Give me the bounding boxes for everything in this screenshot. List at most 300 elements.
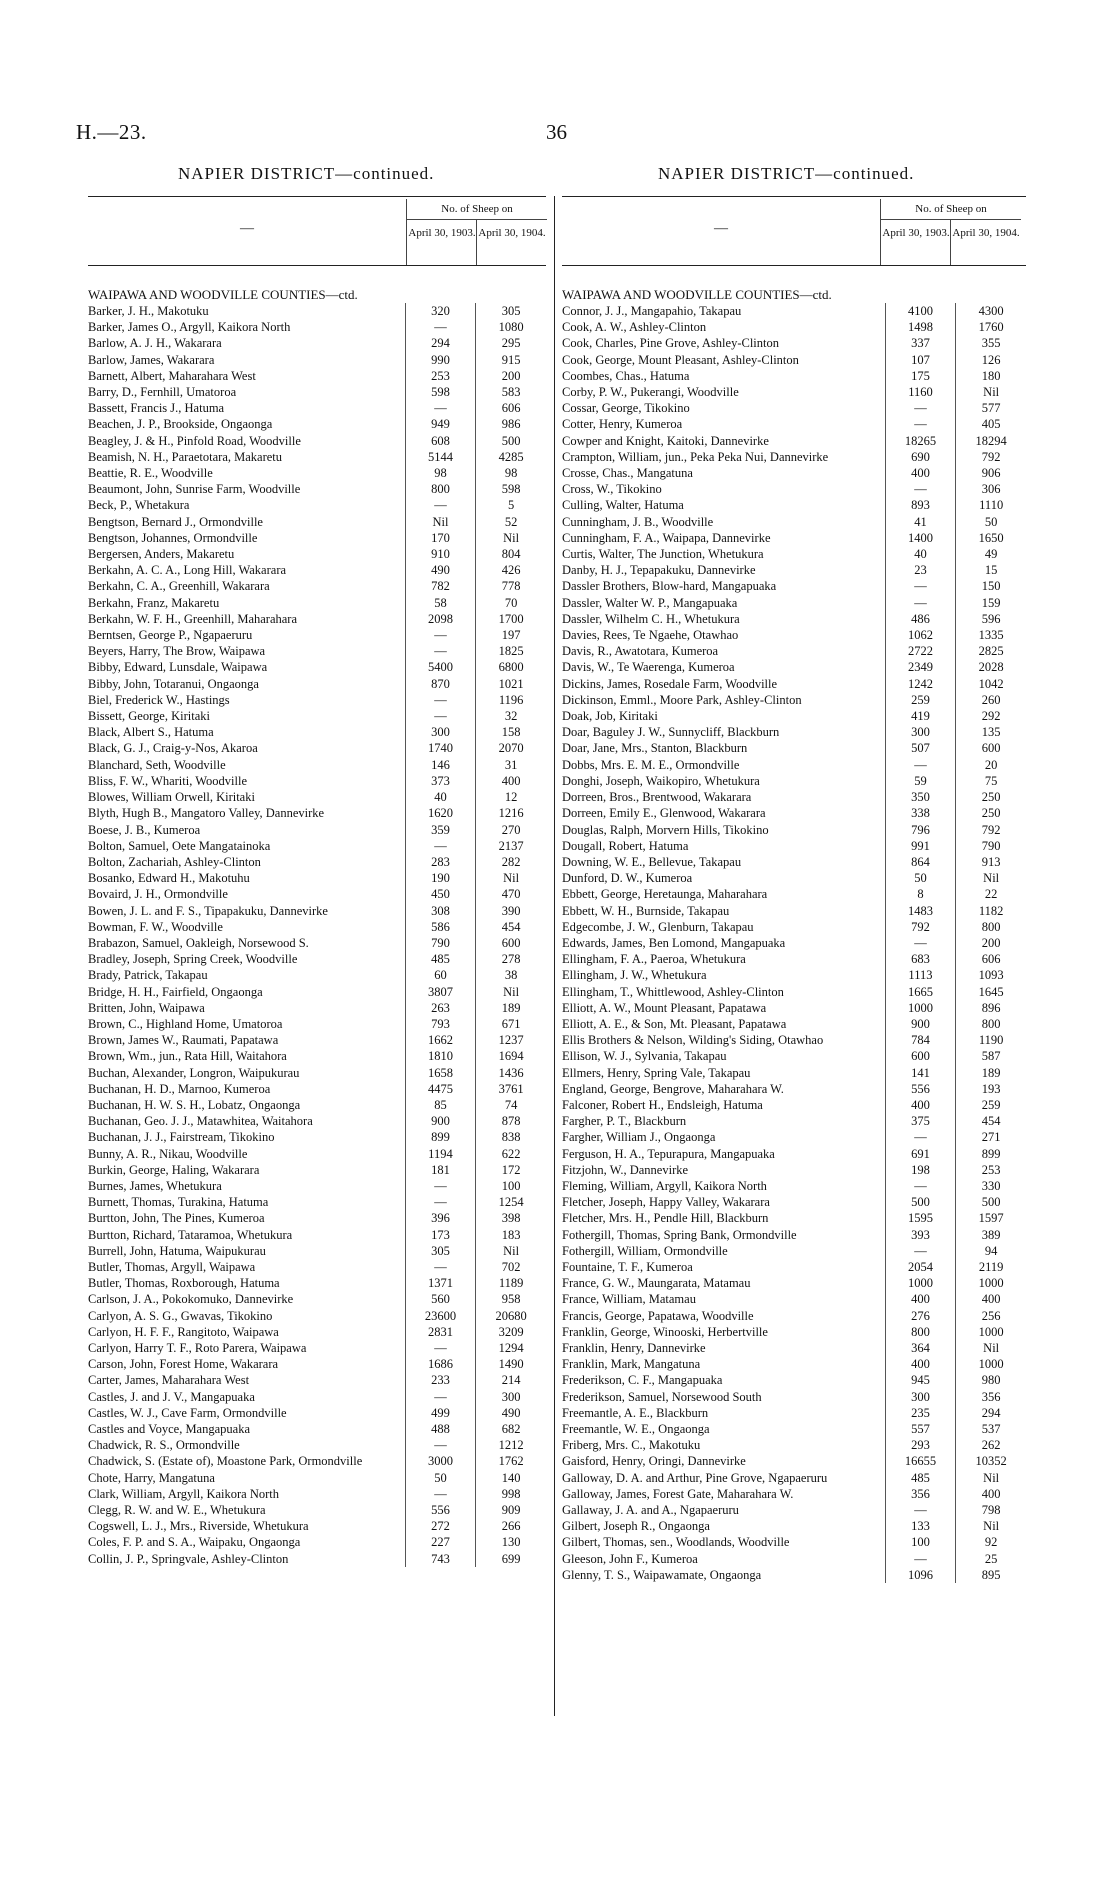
- sheep-1904: 135: [955, 724, 1026, 740]
- owner-name: Burrell, John, Hatuma, Waipukurau: [88, 1243, 266, 1258]
- owner-name: Collin, J. P., Springvale, Ashley-Clinton: [88, 1551, 289, 1566]
- sheep-1903: 1113: [885, 967, 956, 983]
- table-row: [88, 416, 546, 432]
- sheep-1903: 181: [405, 1162, 476, 1178]
- sheep-1903: —: [405, 838, 476, 854]
- owner-name: Burtton, Richard, Tataramoa, Whetukura: [88, 1227, 293, 1242]
- column-divider: [554, 196, 555, 1716]
- owner-name: Bradley, Joseph, Spring Creek, Woodville: [88, 952, 298, 967]
- sheep-1904: 2070: [475, 740, 546, 756]
- sheep-1904: 20680: [475, 1308, 546, 1324]
- table-row: [562, 465, 1026, 481]
- sheep-1903: 300: [885, 1389, 956, 1405]
- sheep-1903: 40: [885, 546, 956, 562]
- table-row: [562, 1486, 1026, 1502]
- sheep-1904: 622: [475, 1146, 546, 1162]
- table-row: [562, 627, 1026, 643]
- header-no-of-sheep: No. of Sheep on: [406, 199, 547, 220]
- table-row: [88, 1097, 546, 1113]
- table-row: [88, 757, 546, 773]
- owner-name: Coombes, Chas., Hatuma: [562, 368, 690, 383]
- sheep-1904: 537: [955, 1421, 1026, 1437]
- sheep-1904: 702: [475, 1259, 546, 1275]
- owner-name: Chote, Harry, Mangatuna: [88, 1470, 215, 1485]
- owner-name: Dunford, D. W., Kumeroa: [562, 871, 693, 886]
- owner-name: Ebbett, George, Heretaunga, Maharahara: [562, 887, 768, 902]
- sheep-1904: 1825: [475, 643, 546, 659]
- sheep-1904: 600: [955, 740, 1026, 756]
- sheep-1904: 577: [955, 400, 1026, 416]
- sheep-1903: 1658: [405, 1065, 476, 1081]
- owner-name: Barnett, Albert, Maharahara West: [88, 368, 256, 383]
- table-header: [562, 196, 1026, 266]
- sheep-1904: 306: [955, 481, 1026, 497]
- owner-name: Cunningham, J. B., Woodville: [562, 514, 714, 529]
- sheep-1904: 92: [955, 1534, 1026, 1550]
- sheep-1904: 262: [955, 1437, 1026, 1453]
- owner-name: Bowman, F. W., Woodville: [88, 919, 223, 934]
- sheep-1903: 1665: [885, 984, 956, 1000]
- table-row: [88, 1518, 546, 1534]
- sheep-1904: 1189: [475, 1275, 546, 1291]
- sheep-1903: 227: [405, 1534, 476, 1550]
- table-row: [88, 1227, 546, 1243]
- owner-name: Fothergill, Thomas, Spring Bank, Ormondville: [562, 1227, 797, 1242]
- sheep-1903: 4475: [405, 1081, 476, 1097]
- table-row: [88, 903, 546, 919]
- owner-name: Burtton, John, The Pines, Kumeroa: [88, 1211, 265, 1226]
- sheep-1903: 1686: [405, 1356, 476, 1372]
- owner-name: Davies, Rees, Te Ngaehe, Otawhao: [562, 628, 739, 643]
- owner-name: Barker, J. H., Makotuku: [88, 304, 209, 318]
- sheep-1903: 899: [405, 1129, 476, 1145]
- owner-name: Ellis Brothers & Nelson, Wilding's Siding, Otawhao: [562, 1033, 824, 1048]
- table-row: [562, 319, 1026, 335]
- owner-name: Bosanko, Edward H., Makotuhu: [88, 871, 250, 886]
- owner-name: Beamish, N. H., Paraetotara, Makaretu: [88, 449, 283, 464]
- table-row: [562, 1356, 1026, 1372]
- sheep-1904: 606: [955, 951, 1026, 967]
- owner-name: Franklin, Mark, Mangatuna: [562, 1357, 701, 1372]
- owner-name: Gilbert, Joseph R., Ongaonga: [562, 1519, 710, 1534]
- header-dash: —: [714, 221, 728, 236]
- sheep-1904: 1110: [955, 497, 1026, 513]
- table-row: [562, 514, 1026, 530]
- owner-name: Butler, Thomas, Roxborough, Hatuma: [88, 1276, 280, 1291]
- table-row: [562, 1518, 1026, 1534]
- table-row: [88, 1470, 546, 1486]
- table-row: [562, 611, 1026, 627]
- sheep-1904: 159: [955, 595, 1026, 611]
- sheep-1904: 214: [475, 1372, 546, 1388]
- sheep-1903: 375: [885, 1113, 956, 1129]
- owner-name: Clark, William, Argyll, Kaikora North: [88, 1486, 280, 1501]
- sheep-1903: 608: [405, 433, 476, 449]
- sheep-1904: 100: [475, 1178, 546, 1194]
- table-row: [562, 1243, 1026, 1259]
- owner-name: Elliott, A. E., & Son, Mt. Pleasant, Papatawa: [562, 1016, 787, 1031]
- sheep-1903: —: [885, 1178, 956, 1194]
- sheep-1904: 671: [475, 1016, 546, 1032]
- table-row: [88, 578, 546, 594]
- sheep-1904: 10352: [955, 1453, 1026, 1469]
- sheep-1904: 400: [475, 773, 546, 789]
- sheep-1903: 41: [885, 514, 956, 530]
- owner-name: Ebbett, W. H., Burnside, Takapau: [562, 903, 730, 918]
- table-row: [562, 1048, 1026, 1064]
- sheep-1903: 1620: [405, 805, 476, 821]
- table-row: [562, 1129, 1026, 1145]
- sheep-1904: 1237: [475, 1032, 546, 1048]
- sheep-1903: 293: [885, 1437, 956, 1453]
- table-row: [88, 595, 546, 611]
- sheep-1904: 75: [955, 773, 1026, 789]
- sheep-1904: Nil: [955, 1518, 1026, 1534]
- table-row: [88, 1437, 546, 1453]
- owner-name: Falconer, Robert H., Endsleigh, Hatuma: [562, 1097, 763, 1112]
- sheep-1903: 499: [405, 1405, 476, 1421]
- table-row: [562, 1210, 1026, 1226]
- table-row: [562, 1081, 1026, 1097]
- sheep-1904: 193: [955, 1081, 1026, 1097]
- sheep-1904: 3209: [475, 1324, 546, 1340]
- table-row: [562, 1227, 1026, 1243]
- table-row: [562, 416, 1026, 432]
- sheep-1904: 400: [955, 1291, 1026, 1307]
- table-row: [562, 805, 1026, 821]
- owner-name: Davis, R., Awatotara, Kumeroa: [562, 644, 719, 659]
- sheep-1903: —: [885, 1502, 956, 1518]
- table-row: [562, 1162, 1026, 1178]
- sheep-1903: 4100: [885, 303, 956, 319]
- sheep-1904: 1212: [475, 1437, 546, 1453]
- sheep-1903: 141: [885, 1065, 956, 1081]
- sheep-1903: 393: [885, 1227, 956, 1243]
- table-row: [562, 1421, 1026, 1437]
- sheep-1904: 958: [475, 1291, 546, 1307]
- sheep-1904: 1182: [955, 903, 1026, 919]
- sheep-1904: 140: [475, 1470, 546, 1486]
- sheep-1904: 183: [475, 1227, 546, 1243]
- table-row: [88, 1372, 546, 1388]
- sheep-1903: 85: [405, 1097, 476, 1113]
- owner-name: Fothergill, William, Ormondville: [562, 1243, 728, 1258]
- table-row: [88, 1065, 546, 1081]
- table-row: [562, 935, 1026, 951]
- sheep-1904: 490: [475, 1405, 546, 1421]
- sheep-1904: 398: [475, 1210, 546, 1226]
- sheep-1904: Nil: [475, 530, 546, 546]
- sheep-1903: 949: [405, 416, 476, 432]
- sheep-1904: 913: [955, 854, 1026, 870]
- table-row: [88, 1421, 546, 1437]
- sheep-1904: 1021: [475, 676, 546, 692]
- table-row: [562, 562, 1026, 578]
- owner-name: Carlyon, Harry T. F., Roto Parera, Waipawa: [88, 1341, 307, 1355]
- sheep-1904: 838: [475, 1129, 546, 1145]
- table-row: [562, 1453, 1026, 1469]
- sheep-1904: 1000: [955, 1356, 1026, 1372]
- sheep-1903: 419: [885, 708, 956, 724]
- owner-name: Ellingham, F. A., Paeroa, Whetukura: [562, 952, 746, 967]
- table-row: [88, 1243, 546, 1259]
- sheep-1903: 683: [885, 951, 956, 967]
- sheep-1904: 778: [475, 578, 546, 594]
- sheep-1904: 38: [475, 967, 546, 983]
- owner-name: Freemantle, W. E., Ongaonga: [562, 1422, 710, 1437]
- sheep-1903: 490: [405, 562, 476, 578]
- owner-name: Friberg, Mrs. C., Makotuku: [562, 1438, 701, 1453]
- sheep-1903: 356: [885, 1486, 956, 1502]
- section-heading: WAIPAWA AND WOODVILLE COUNTIES—ctd.: [88, 287, 358, 302]
- sheep-1903: 308: [405, 903, 476, 919]
- owner-name: Bridge, H. H., Fairfield, Ongaonga: [88, 984, 263, 999]
- table-row: [88, 984, 546, 1000]
- table-row: [562, 595, 1026, 611]
- sheep-1903: —: [885, 578, 956, 594]
- sheep-1903: 276: [885, 1308, 956, 1324]
- sheep-1903: 338: [885, 805, 956, 821]
- table-row: [88, 676, 546, 692]
- sheep-1903: 782: [405, 578, 476, 594]
- table-row: [88, 854, 546, 870]
- sheep-1904: 250: [955, 789, 1026, 805]
- owner-name: Bibby, John, Totaranui, Ongaonga: [88, 676, 259, 691]
- table-row: [562, 1000, 1026, 1016]
- owner-name: Dickins, James, Rosedale Farm, Woodville: [562, 676, 778, 691]
- sheep-1903: 800: [405, 481, 476, 497]
- table-row: [562, 1372, 1026, 1388]
- table-row: [562, 303, 1026, 319]
- owner-name: Cook, A. W., Ashley-Clinton: [562, 320, 707, 335]
- sheep-1904: 150: [955, 578, 1026, 594]
- owner-name: Bowen, J. L. and F. S., Tipapakuku, Dannevirke: [88, 903, 328, 918]
- table-row: [88, 1308, 546, 1324]
- sheep-1904: 798: [955, 1502, 1026, 1518]
- table-row: [562, 433, 1026, 449]
- sheep-1904: 4285: [475, 449, 546, 465]
- table-row: [88, 1291, 546, 1307]
- table-row: [562, 1032, 1026, 1048]
- sheep-1903: 396: [405, 1210, 476, 1226]
- sheep-1903: 796: [885, 822, 956, 838]
- owner-name: Biel, Frederick W., Hastings: [88, 692, 230, 707]
- table-row: [88, 692, 546, 708]
- table-row: [562, 1389, 1026, 1405]
- sheep-1904: 1436: [475, 1065, 546, 1081]
- sheep-1903: 1810: [405, 1048, 476, 1064]
- owner-name: Buchanan, J. J., Fairstream, Tikokino: [88, 1130, 275, 1145]
- owner-name: Curtis, Walter, The Junction, Whetukura: [562, 547, 764, 562]
- table-row: [562, 1340, 1026, 1356]
- table-row: [562, 1065, 1026, 1081]
- sheep-1903: —: [405, 1340, 476, 1356]
- table-row: [88, 1356, 546, 1372]
- owner-name: Bengtson, Johannes, Ormondville: [88, 530, 258, 545]
- owner-name: Edgecombe, J. W., Glenburn, Takapau: [562, 919, 754, 934]
- sheep-1903: 18265: [885, 433, 956, 449]
- sheep-1904: 74: [475, 1097, 546, 1113]
- sheep-1904: 1042: [955, 676, 1026, 692]
- sheep-1904: 256: [955, 1308, 1026, 1324]
- owner-name: Carlyon, A. S. G., Gwavas, Tikokino: [88, 1308, 273, 1323]
- sheep-1903: 40: [405, 789, 476, 805]
- sheep-1904: 1490: [475, 1356, 546, 1372]
- sheep-1903: —: [405, 497, 476, 513]
- sheep-1903: 990: [405, 352, 476, 368]
- owner-name: France, William, Matamau: [562, 1292, 696, 1307]
- owner-name: Burnett, Thomas, Turakina, Hatuma: [88, 1195, 269, 1210]
- sheep-1904: 896: [955, 1000, 1026, 1016]
- owner-name: Burnes, James, Whetukura: [88, 1178, 222, 1193]
- owner-name: Cowper and Knight, Kaitoki, Dannevirke: [562, 433, 769, 448]
- table-row: [562, 676, 1026, 692]
- sheep-1904: 1216: [475, 805, 546, 821]
- owner-name: Dobbs, Mrs. E. M. E., Ormondville: [562, 757, 740, 772]
- sheep-1903: 1000: [885, 1000, 956, 1016]
- sheep-1903: Nil: [405, 514, 476, 530]
- sheep-1904: 20: [955, 757, 1026, 773]
- table-row: [562, 449, 1026, 465]
- sheep-1904: 18294: [955, 433, 1026, 449]
- page-number: 36: [546, 120, 567, 144]
- sheep-1904: 909: [475, 1502, 546, 1518]
- owner-name: Cook, Charles, Pine Grove, Ashley-Clinton: [562, 336, 779, 351]
- table-row: [562, 1016, 1026, 1032]
- sheep-1904: 158: [475, 724, 546, 740]
- sheep-1903: 1096: [885, 1567, 956, 1583]
- sheep-1903: 900: [885, 1016, 956, 1032]
- table-row: [562, 335, 1026, 351]
- table-row: [562, 692, 1026, 708]
- owner-name: Cross, W., Tikokino: [562, 482, 662, 497]
- table-row: [562, 1146, 1026, 1162]
- owner-name: Galloway, James, Forest Gate, Maharahara W.: [562, 1486, 794, 1501]
- sheep-1903: —: [405, 1194, 476, 1210]
- table-row: [88, 1275, 546, 1291]
- sheep-1904: 792: [955, 822, 1026, 838]
- sheep-1903: 864: [885, 854, 956, 870]
- owner-name: Boese, J. B., Kumeroa: [88, 822, 201, 837]
- sheep-1903: 600: [885, 1048, 956, 1064]
- owner-name: Beattie, R. E., Woodville: [88, 466, 213, 481]
- sheep-1903: 2098: [405, 611, 476, 627]
- owner-name: Beck, P., Whetakura: [88, 498, 190, 513]
- owner-name: Fletcher, Mrs. H., Pendle Hill, Blackburn: [562, 1211, 769, 1226]
- table-row: [88, 935, 546, 951]
- owner-name: Beagley, J. & H., Pinfold Road, Woodville: [88, 433, 301, 448]
- owner-name: Gallaway, J. A. and A., Ngapaeruru: [562, 1503, 739, 1518]
- owner-name: Berntsen, George P., Ngapaeruru: [88, 628, 253, 643]
- right-rows: [562, 303, 1026, 1583]
- sheep-1904: 699: [475, 1551, 546, 1567]
- sheep-1903: 1000: [885, 1275, 956, 1291]
- table-row: [88, 919, 546, 935]
- sheep-1904: 1000: [955, 1324, 1026, 1340]
- table-row: [562, 740, 1026, 756]
- table-row: [562, 773, 1026, 789]
- sheep-1904: 1694: [475, 1048, 546, 1064]
- sheep-1904: 1762: [475, 1453, 546, 1469]
- table-row: [88, 546, 546, 562]
- table-row: [88, 1032, 546, 1048]
- sheep-1904: 330: [955, 1178, 1026, 1194]
- sheep-1904: 1294: [475, 1340, 546, 1356]
- sheep-1903: —: [405, 692, 476, 708]
- owner-name: Brown, C., Highland Home, Umatoroa: [88, 1016, 283, 1031]
- table-row: [88, 1194, 546, 1210]
- owner-name: Burkin, George, Haling, Wakarara: [88, 1162, 260, 1177]
- sheep-1903: 337: [885, 335, 956, 351]
- sheep-1904: 587: [955, 1048, 1026, 1064]
- sheep-1903: 507: [885, 740, 956, 756]
- owner-name: Freemantle, A. E., Blackburn: [562, 1405, 709, 1420]
- sheep-1903: 50: [885, 870, 956, 886]
- sheep-1903: —: [405, 1389, 476, 1405]
- sheep-1903: 300: [885, 724, 956, 740]
- sheep-1903: —: [885, 400, 956, 416]
- sheep-1904: 596: [955, 611, 1026, 627]
- sheep-1904: 295: [475, 335, 546, 351]
- owner-name: Castles, J. and J. V., Mangapuaka: [88, 1389, 255, 1404]
- owner-name: Gleeson, John F., Kumeroa: [562, 1551, 698, 1566]
- sheep-1904: 250: [955, 805, 1026, 821]
- owner-name: Chadwick, S. (Estate of), Moastone Park, Ormondville: [88, 1454, 363, 1469]
- table-row: [562, 1437, 1026, 1453]
- owner-name: Berkahn, C. A., Greenhill, Wakarara: [88, 579, 270, 594]
- sheep-1903: 320: [405, 303, 476, 319]
- owner-name: Fargher, William J., Ongaonga: [562, 1130, 716, 1145]
- table-row: [562, 530, 1026, 546]
- sheep-1904: 1650: [955, 530, 1026, 546]
- table-row: [562, 903, 1026, 919]
- sheep-1903: 556: [885, 1081, 956, 1097]
- sheep-1903: 991: [885, 838, 956, 854]
- sheep-1903: 175: [885, 368, 956, 384]
- sheep-1903: —: [405, 708, 476, 724]
- table-row: [88, 1534, 546, 1550]
- owner-name: Ellmers, Henry, Spring Vale, Takapau: [562, 1065, 751, 1080]
- table-row: [88, 1259, 546, 1275]
- owner-name: Beyers, Harry, The Brow, Waipawa: [88, 644, 266, 659]
- sheep-1904: 454: [475, 919, 546, 935]
- table-row: [88, 967, 546, 983]
- sheep-1903: 23: [885, 562, 956, 578]
- sheep-1904: 282: [475, 854, 546, 870]
- sheep-1903: —: [405, 1178, 476, 1194]
- sheep-1903: 59: [885, 773, 956, 789]
- sheep-1903: 58: [405, 595, 476, 611]
- sheep-1903: —: [405, 627, 476, 643]
- sheep-1904: 305: [475, 303, 546, 319]
- table-row: [88, 1389, 546, 1405]
- sheep-1903: 400: [885, 1097, 956, 1113]
- sheep-1903: 1062: [885, 627, 956, 643]
- owner-name: Ellingham, T., Whittlewood, Ashley-Clinton: [562, 984, 784, 999]
- sheep-1903: 233: [405, 1372, 476, 1388]
- sheep-1904: 197: [475, 627, 546, 643]
- owner-name: Cook, George, Mount Pleasant, Ashley-Clinton: [562, 352, 799, 367]
- table-row: [562, 1405, 1026, 1421]
- sheep-1904: 500: [475, 433, 546, 449]
- table-row: [88, 870, 546, 886]
- table-row: [88, 708, 546, 724]
- sheep-1903: 50: [405, 1470, 476, 1486]
- sheep-1904: 300: [475, 1389, 546, 1405]
- sheep-1904: 998: [475, 1486, 546, 1502]
- sheep-1904: Nil: [955, 384, 1026, 400]
- sheep-1903: —: [885, 416, 956, 432]
